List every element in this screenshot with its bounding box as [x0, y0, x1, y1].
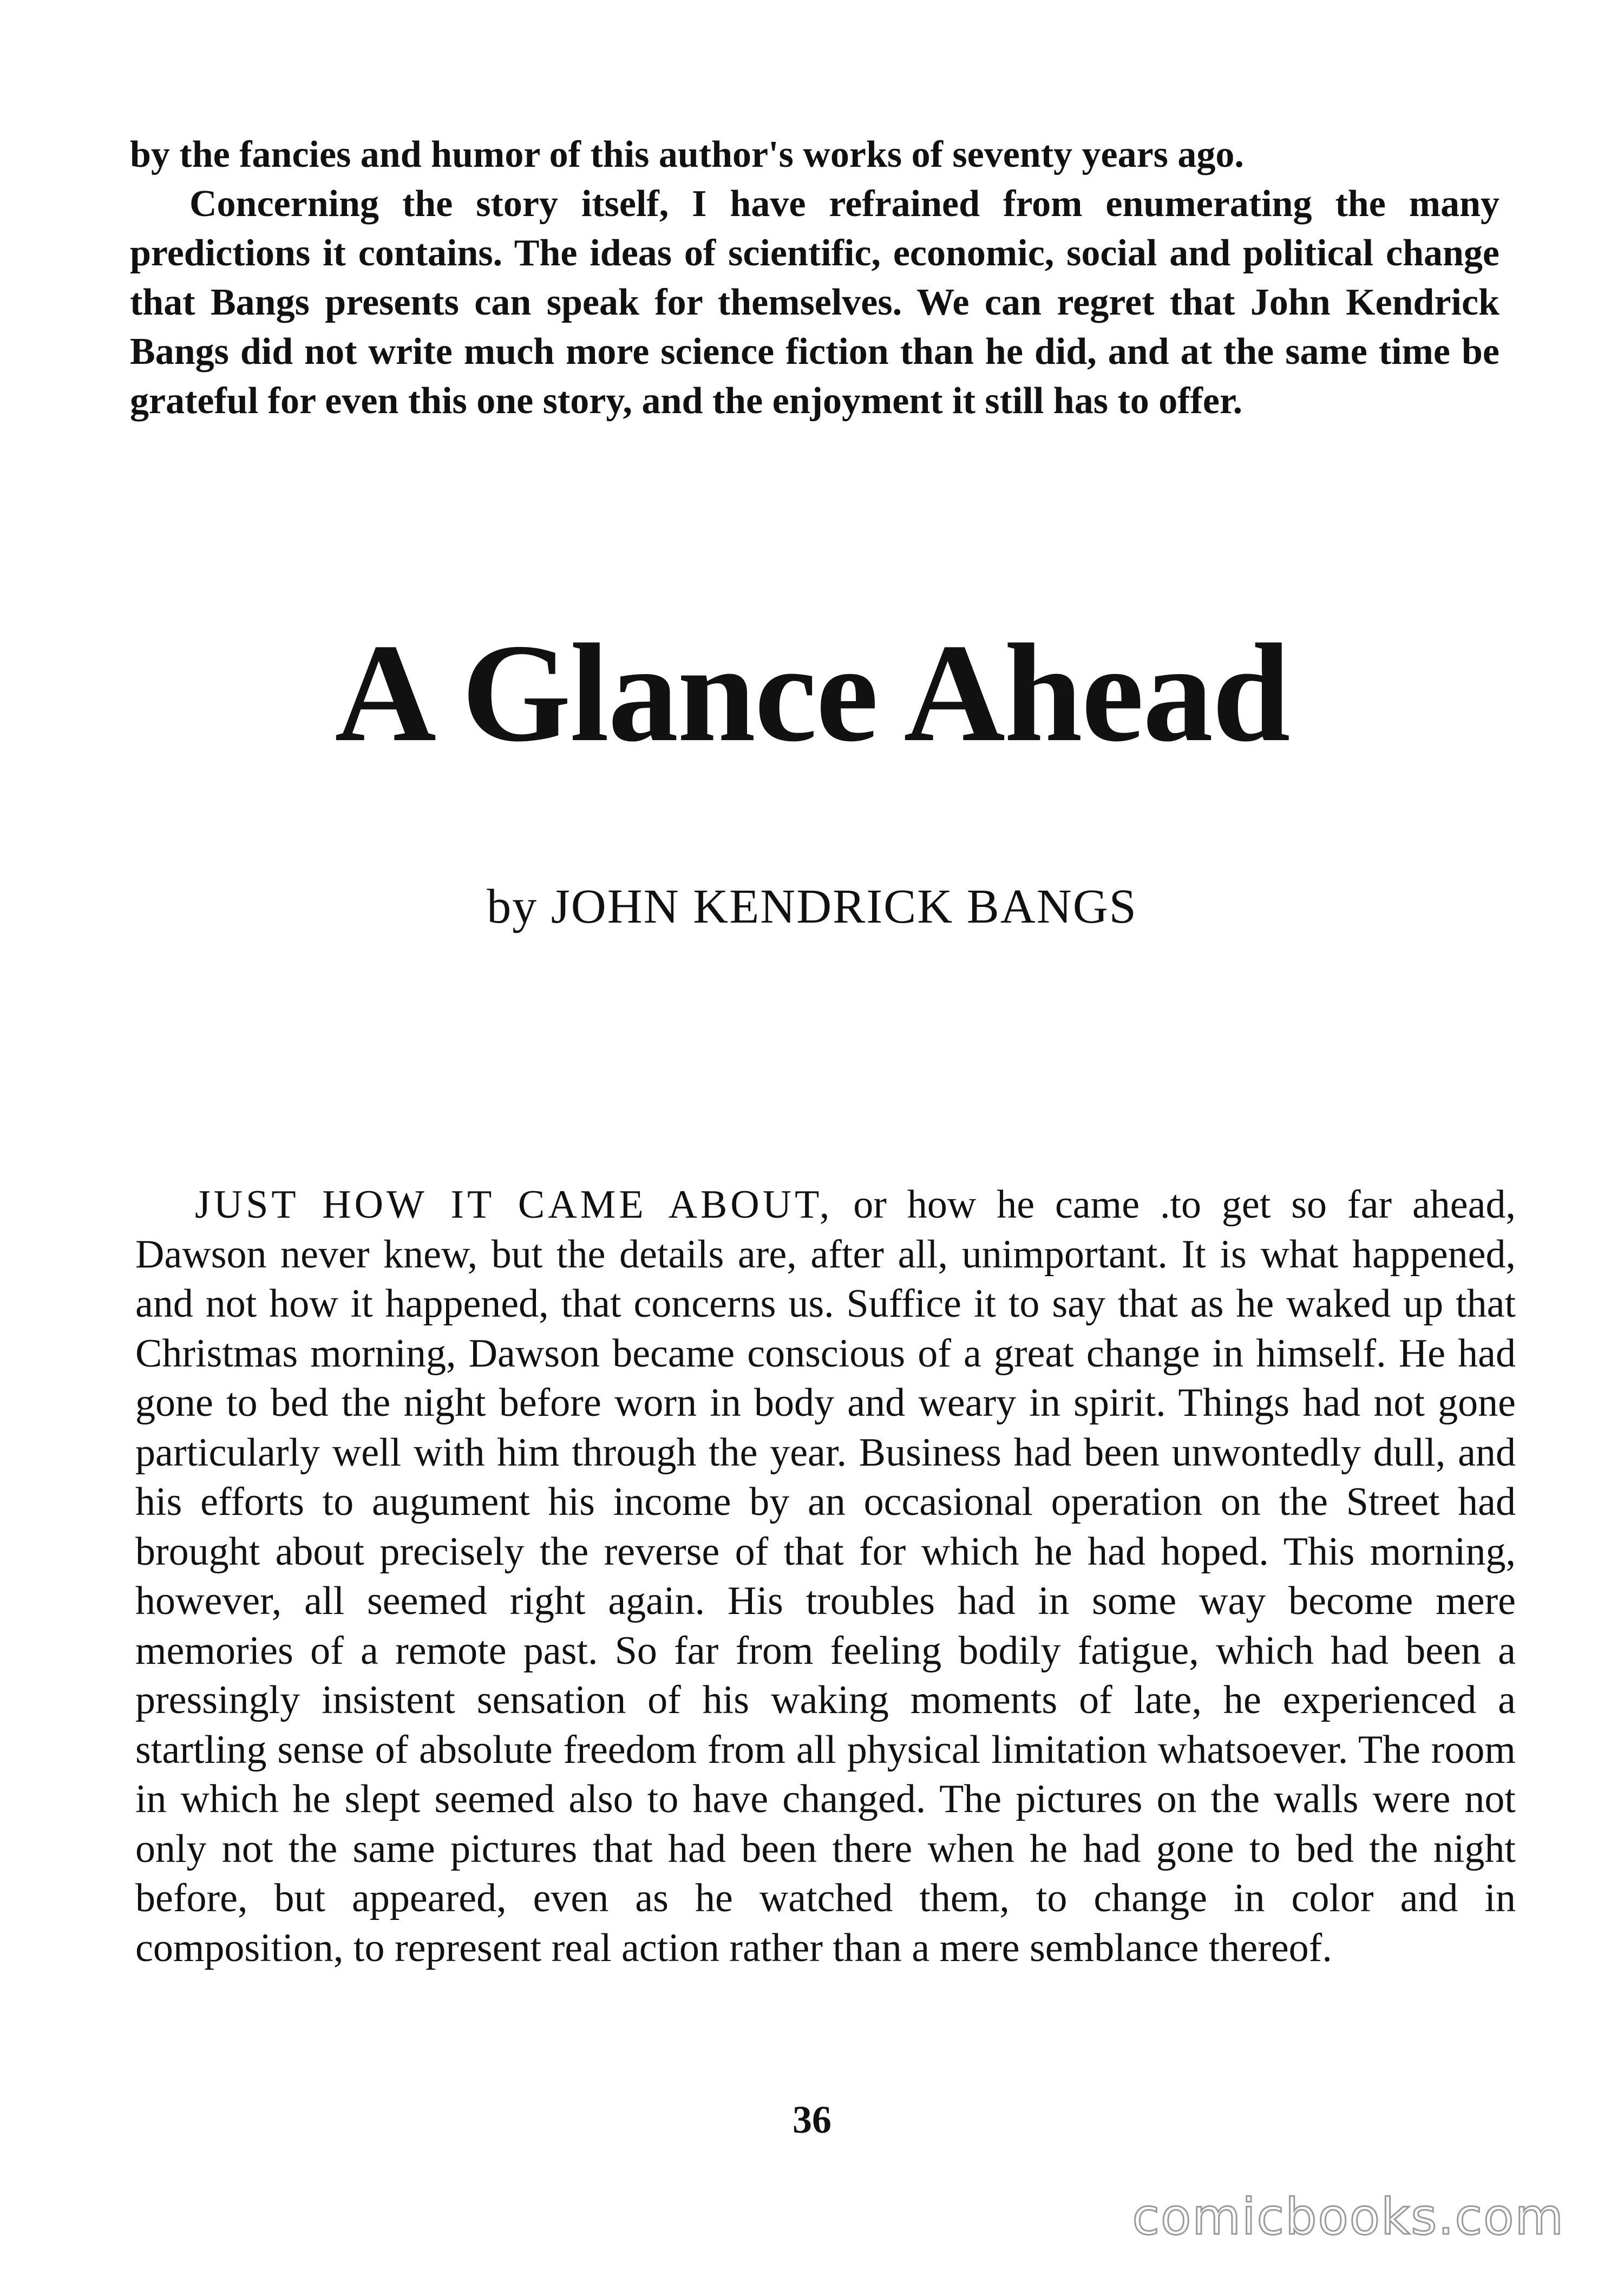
watermark: comicbooks.com — [1132, 2188, 1564, 2246]
story-title: A Glance Ahead — [335, 615, 1289, 771]
story-lead-in: JUST HOW IT CAME ABOUT, — [195, 1182, 833, 1227]
intro-text — [130, 130, 1499, 426]
story-body-text: or how he came .to get so far ahead, Dawson never knew, but the details are, after all, unimportant. It is what happened, and not how it happened, that concerns us. Suffice it to say that as he waked up that Christmas morning, Dawson became conscious of a great change in himself. He had gone to bed the night before worn in body and weary in spirit. Things had not gone particularly well with him through the year. Business had been unwontedly dull, and his efforts to augument his income by an occasional operation on the Street had brought about precisely the reverse of that for which he had hoped. This morning, however, all seemed right again. His troubles had in some way become mere memories of a remote past. So far from feeling bodily fatigue, which had been a pressingly insistent sensation of his waking moments of late, he experienced a startling sense of absolute freedom from all physical limitation whatsoever. The room in which he slept seemed also to have changed. The pictures on the walls were not only not the same pictures that had been there when he had gone to bed the night before, but appeared, even as he watched them, to change in color and in composition, to represent real action rather than a mere semblance thereof. — [135, 1182, 1516, 1970]
intro-paragraph-1: by the fancies and humor of this author's works of seventy years ago. — [130, 134, 1244, 175]
story-body — [135, 1180, 1516, 1973]
page-number: 36 — [793, 2098, 831, 2141]
intro-paragraph-2: Concerning the story itself, I have refrained from enumerating the many predictions it contains. The ideas of scientific, economic, social and political change that Bangs presents can speak for themselves. We can regret that John Kendrick Bangs did not write much more science fiction than he did, and at the same time be grateful for even this one story, and the enjoyment it still has to offer. — [130, 183, 1499, 422]
story-byline: by JOHN KENDRICK BANGS — [487, 880, 1137, 933]
